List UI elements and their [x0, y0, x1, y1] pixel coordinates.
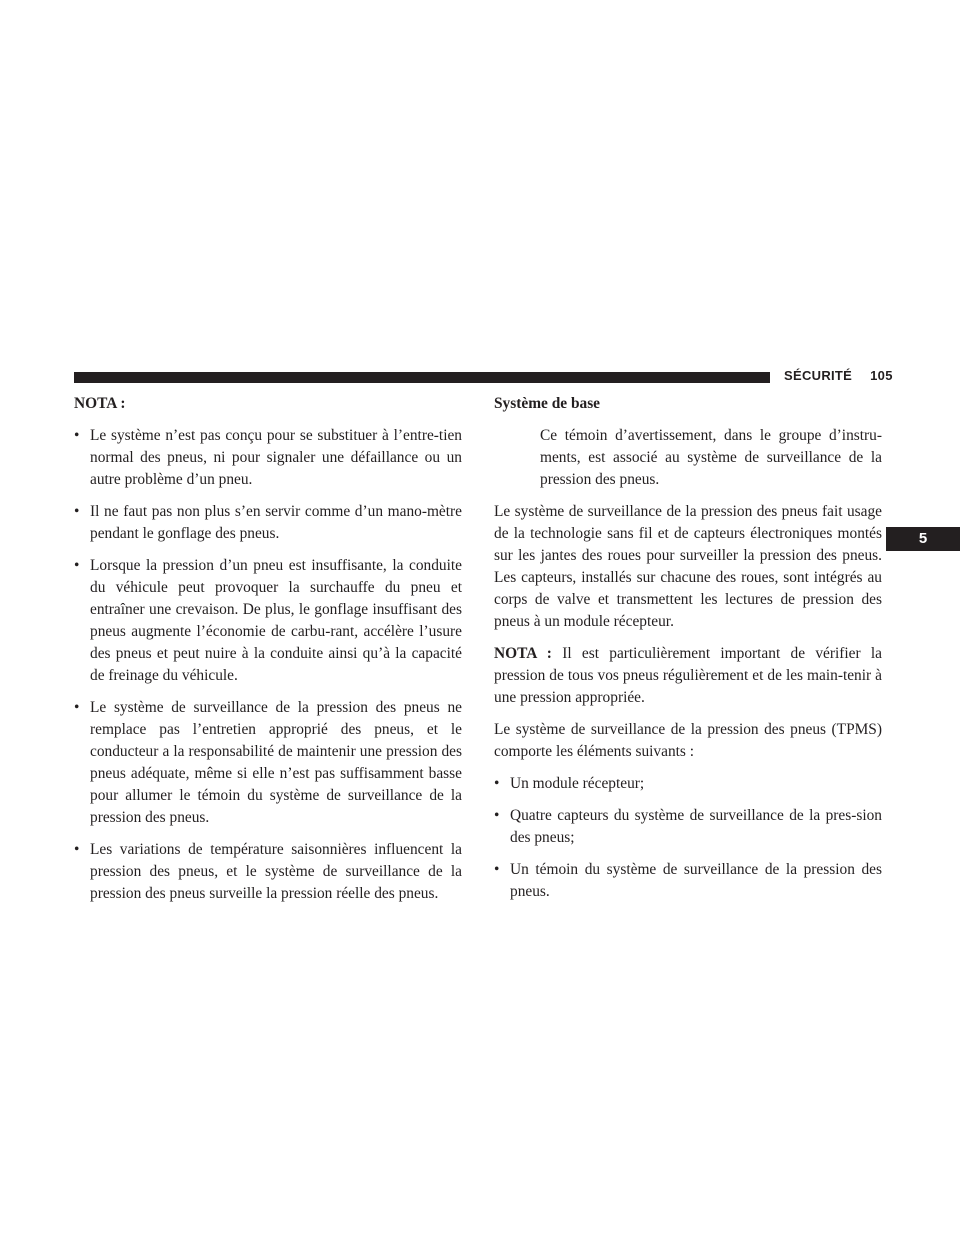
nota-text: Il est particulièrement important de vérifier la pression de tous vos pneus régulièrement et de les main-tenir à une pression appropriée. [494, 645, 882, 706]
section-title: SÉCURITÉ [784, 368, 853, 383]
list-item: • Lorsque la pression d’un pneu est insuffisante, la conduite du véhicule peut provoquer la surchauffe du pneu et entraîner une crevaison. De plus, le gonflage insuffisant des pneus augmente l’économie de carbu-rant, accélère l’usure des pneus et peut nuire à la conduite ainsi qu’à la capacité de freinage du véhicule. [74, 555, 462, 687]
nota-label: NOTA : [494, 645, 552, 662]
page-number: 105 [870, 368, 893, 383]
header-rule [74, 372, 770, 383]
chapter-tab: 5 [886, 527, 960, 551]
list-item: • Quatre capteurs du système de surveillance de la pres-sion des pneus; [494, 805, 882, 849]
list-item: • Il ne faut pas non plus s’en servir comme d’un mano-mètre pendant le gonflage des pneus. [74, 501, 462, 545]
nota-bullet-list [74, 425, 462, 905]
running-header [784, 366, 893, 386]
nota-paragraph [494, 643, 882, 709]
tpms-components-list [494, 773, 882, 903]
section-heading: Système de base [494, 395, 601, 412]
tpms-warning-icon [494, 429, 540, 473]
list-item: • Un témoin du système de surveillance de la pression des pneus. [494, 859, 882, 903]
right-column [494, 393, 882, 913]
paragraph: Le système de surveillance de la pression des pneus (TPMS) comporte les éléments suivants : [494, 721, 882, 760]
nota-heading: NOTA : [74, 395, 126, 412]
warning-light-text: Ce témoin d’avertissement, dans le groupe d’instru-ments, est associé au système de surveillance de la pression des pneus. [540, 427, 882, 488]
list-item: • Le système n’est pas conçu pour se substituer à l’entre-tien normal des pneus, ni pour signaler une défaillance ou un autre problème d’un pneu. [74, 425, 462, 491]
list-item: • Les variations de température saisonnières influencent la pression des pneus, et le système de surveillance de la pression des pneus surveille la pression réelle des pneus. [74, 839, 462, 905]
list-item: • Le système de surveillance de la pression des pneus ne remplace pas l’entretien approprié des pneus, et le conducteur a la responsabilité de maintenir une pression des pneus adéquate, même si elle n’est pas suffisamment basse pour allumer le témoin du système de surveillance de la pression des pneus. [74, 697, 462, 829]
list-item: • Un module récepteur; [494, 773, 882, 795]
warning-light-paragraph [494, 425, 882, 491]
left-column [74, 393, 462, 915]
paragraph: Le système de surveillance de la pression des pneus fait usage de la technologie sans fil et de capteurs électroniques montés sur les jantes des roues pour surveiller la pression des pneus. Les capteurs, installés sur chacune des roues, sont intégrés au corps de valve et transmettent les lectures de pression des pneus à un module récepteur. [494, 503, 882, 630]
